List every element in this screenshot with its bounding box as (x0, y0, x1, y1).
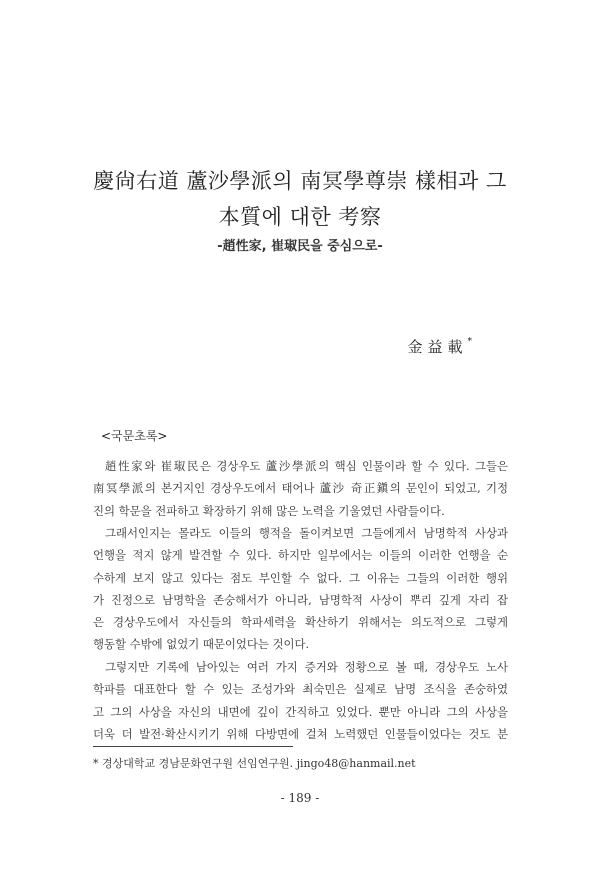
abstract-paragraph-2 (93, 522, 508, 656)
text-line: 진의 학문을 전파하고 확장하기 위해 많은 노력을 기울였던 사람들이다. (93, 503, 445, 518)
text-line: 南冥學派의 본거지인 경상우도에서 태어나 蘆沙 奇正鎭의 문인이 되었고, 기정 (93, 481, 508, 496)
text-line: 그래서인지는 몰라도 이들의 행적을 돌이켜보면 그들에게서 남명학적 사상과 (105, 526, 508, 540)
abstract-heading: <국문초록> (101, 429, 168, 443)
text-line: 은 경상우도에서 자신들의 학파세력을 확산하기 위해서는 의도적으로 그렇게 (93, 615, 508, 630)
text-line: 더욱 더 발전·확산시키기 위해 다방면에 걸쳐 노력했던 인물들이었다는 것도 분 (93, 726, 508, 741)
author-byline (407, 336, 472, 357)
author-footnote: * 경상대학교 경남문화연구원 선임연구원. jingo48@hanmail.net (93, 757, 416, 770)
paper-subtitle: -趙性家, 崔琡民을 중심으로- (217, 239, 383, 254)
abstract-paragraph-1 (93, 455, 508, 522)
author-footnote-mark: * (467, 337, 472, 347)
abstract-paragraph-3 (93, 656, 508, 745)
paper-title-line-1: 慶尙右道 蘆沙學派의 南冥學尊崇 樣相과 그 (93, 169, 507, 193)
text-line: 언행을 적지 않게 발견할 수 있다. 하지만 일부에서는 이들의 이러한 언행을 순 (93, 548, 508, 563)
text-line: 가 진정으로 남명학을 존숭해서가 아니라, 남명학적 사상이 뿌리 깊게 자리 잡 (93, 592, 508, 607)
author-name: 金益載 (407, 338, 468, 356)
text-line: 趙性家와 崔琡民은 경상우도 蘆沙學派의 핵심 인물이라 할 수 있다. 그들은 (105, 459, 508, 473)
text-line: 그렇지만 기록에 남아있는 여러 가지 증거와 정황으로 볼 때, 경상우도 노사 (105, 660, 508, 674)
footnote-divider (93, 746, 293, 747)
text-line: 행동할 수밖에 없었기 때문이었다는 것이다. (93, 637, 310, 652)
page-number: - 189 - (280, 791, 320, 805)
text-line: 수하게 보지 않고 있다는 점도 부인할 수 없다. 그 이유는 그들의 이러한 행위 (93, 570, 508, 585)
paper-title-line-2: 本質에 대한 考察 (218, 205, 382, 229)
text-line: 고 그의 사상을 자신의 내면에 깊이 간직하고 있었다. 뿐만 아니라 그의 사상을 (93, 704, 508, 719)
text-line: 학파를 대표한다 할 수 있는 조성가와 최숙민은 실제로 남명 조식을 존숭하였 (93, 682, 508, 697)
